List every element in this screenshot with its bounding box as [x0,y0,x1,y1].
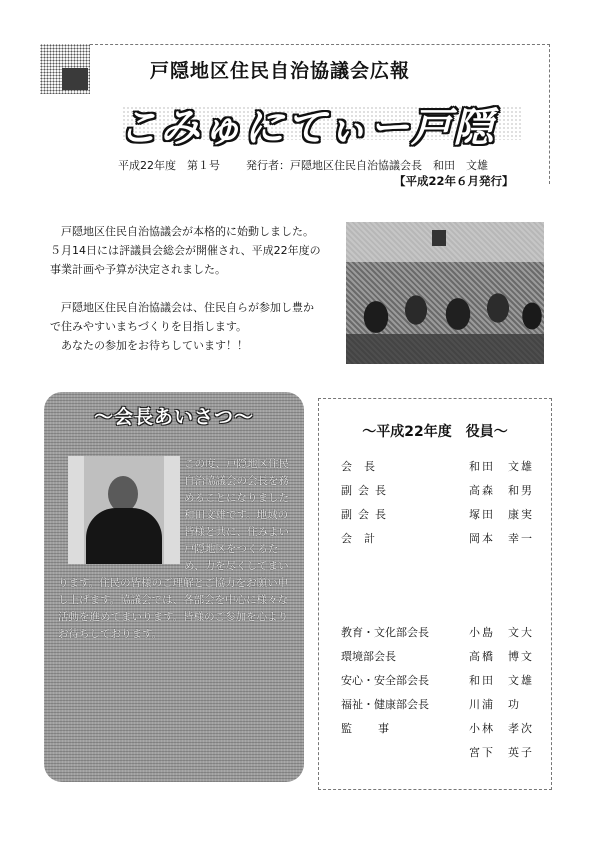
officers-title: ～平成22年度 役員～ [362,424,508,440]
officer-role: 教育・文化部会長 [341,626,429,639]
newsletter-nickname: こみゅにてぃー戸隠 [118,105,496,151]
officer-row [319,455,551,479]
officer-role: 副会長 [341,508,392,521]
officer-row [319,717,551,741]
organization-title: 戸隠地区住民自治協議会広報 [150,60,411,82]
issue-info [118,157,488,173]
intro-line: で住みやすいまちづくりを目指します。 [50,320,248,333]
intro-line: 戸隠地区住民自治協議会が本格的に始動しました。 [50,225,314,238]
officer-row [319,503,551,527]
officers-list-auditors [319,717,551,765]
officer-name: 高橋 博文 [469,650,534,663]
officer-row [319,669,551,693]
issue-number: 平成22年度 第１号 [118,159,220,172]
officer-row [319,645,551,669]
intro-line: 戸隠地区住民自治協議会は、住民自らが参加し豊か [50,301,314,314]
officer-name: 和田 文雄 [469,674,534,687]
officer-role: 環境部会長 [341,650,396,663]
issue-date: 【平成22年６月発行】 [394,174,514,188]
officer-role: 副会長 [341,484,392,497]
officer-role: 会計 [341,532,387,545]
officer-name: 小林 孝次 [469,722,534,735]
chairman-greeting-panel [44,392,304,782]
officer-name: 塚田 康実 [469,508,534,521]
officer-role: 監事 [341,722,415,735]
officer-name: 和田 文雄 [469,460,534,473]
greeting-title: ～会長あいさつ～ [93,406,254,428]
officers-box [318,398,552,790]
publisher: 発行者：戸隠地区住民自治協議会長 和田 文雄 [246,159,488,172]
greeting-body: この度、戸隠地区住民自治協議会の会長を務めることになりました和田文雄です。地域の皆様と共に、住みよい戸隠地区をつくるため、力を尽くしてまいります。住民の皆様のご理解とご協力をお願い申し上げます。協議会では、各部会を中心に様々な活動を進めてまいります。皆様のご参加を心よりお待ちしております。 [58,458,289,640]
officers-list-main [319,455,551,551]
intro-line: ５月14日には評議員会総会が開催され、平成22年度の [50,244,321,257]
officer-name: 岡本 幸一 [469,532,534,545]
masthead-right-rule [549,44,550,184]
officer-row [319,527,551,551]
masthead-top-rule [90,44,550,45]
officer-row [319,741,551,765]
officer-name: 高森 和男 [469,484,534,497]
officer-role: 安心・安全部会長 [341,674,429,687]
officer-name: 川浦 功 [469,698,521,711]
intro-text [50,222,340,355]
officer-row [319,479,551,503]
officer-name: 宮下 英子 [469,746,534,759]
intro-line: あなたの参加をお待ちしています！！ [50,339,248,352]
assembly-photo [346,222,544,364]
officer-row [319,693,551,717]
masthead-square-ornament [62,68,88,90]
officers-list-divisions [319,621,551,717]
officer-row [319,621,551,645]
greeting-text [58,456,290,643]
officer-name: 小島 文大 [469,626,534,639]
officer-role: 福祉・健康部会長 [341,698,429,711]
intro-line: 事業計画や予算が決定されました。 [50,263,226,276]
officer-role: 会長 [341,460,387,473]
